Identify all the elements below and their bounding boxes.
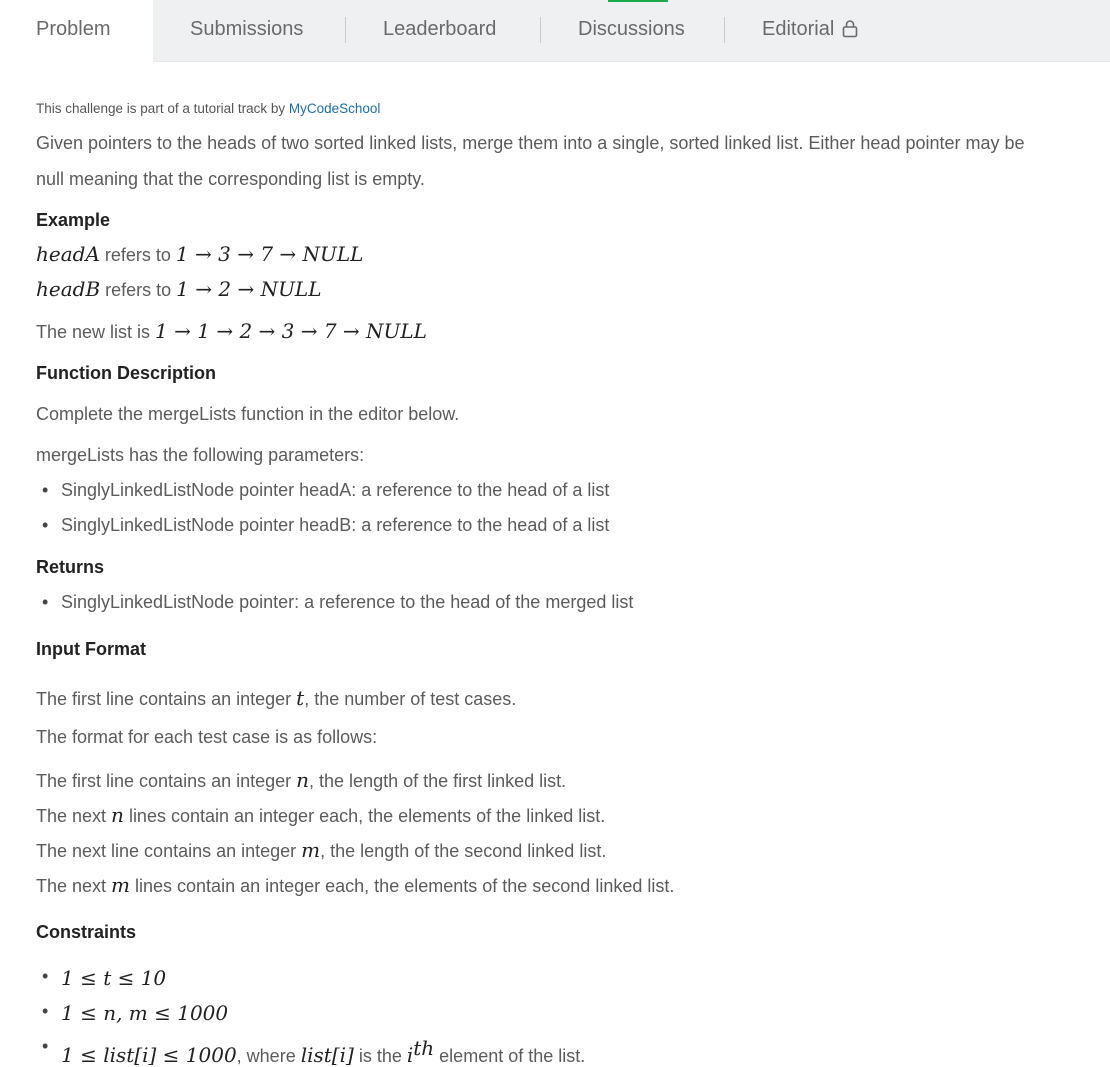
list-item: [36, 1001, 228, 1025]
list-item: [36, 480, 609, 501]
function-description-text: Complete the mergeLists function in the editor below.: [36, 404, 460, 424]
input-text: , the length of the second linked list.: [320, 841, 607, 861]
headb-var: headB: [36, 277, 101, 301]
input-format-line-5: [36, 838, 606, 862]
example-headb: [36, 277, 321, 301]
input-format-line-6: [36, 873, 674, 897]
tab-indicator: [608, 0, 668, 2]
constraint-text: , where: [236, 1046, 301, 1066]
list-item: [36, 515, 609, 536]
tab-divider: [345, 17, 346, 43]
new-list-value: 1 → 1 → 2 → 3 → 7 → NULL: [155, 319, 427, 343]
returns-item: SinglyLinkedListNode pointer: a reference to the head of the merged list: [61, 592, 634, 612]
mycodeschool-link[interactable]: MyCodeSchool: [288, 101, 381, 116]
tab-divider: [724, 17, 725, 43]
refers-to-text: refers to: [100, 280, 177, 300]
input-text: The next: [36, 876, 112, 896]
constraint-n-m: 1 ≤ n, m ≤ 1000: [61, 1001, 229, 1025]
parameters-intro: mergeLists has the following parameters:: [36, 445, 365, 465]
input-text: The next: [36, 806, 112, 826]
constraints-heading: Constraints: [36, 922, 137, 942]
list-item: [36, 592, 633, 613]
list-item: [36, 1036, 585, 1067]
input-format-line-1: [36, 686, 516, 710]
input-text: lines contain an integer each, the elements of the second linked list.: [130, 876, 675, 896]
param-heada: SinglyLinkedListNode pointer headA: a reference to the head of a list: [61, 480, 610, 500]
tab-problem[interactable]: Problem: [36, 18, 111, 40]
description-line-2: null meaning that the corresponding list is empty.: [36, 169, 425, 189]
var-list-i: list[i]: [300, 1043, 354, 1067]
constraint-t: 1 ≤ t ≤ 10: [61, 966, 167, 990]
superscript-th: th: [413, 1036, 435, 1060]
bullet: •: [42, 515, 49, 535]
bullet: •: [42, 592, 49, 612]
description-line-1: Given pointers to the heads of two sorted linked lists, merge them into a single, sorted linked list. Either head pointer may be: [36, 133, 1025, 153]
list-item: [36, 966, 166, 990]
param-headb: SinglyLinkedListNode pointer headB: a reference to the head of a list: [61, 515, 610, 535]
input-format-line-2: The format for each test case is as follows:: [36, 727, 378, 747]
input-text: The first line contains an integer: [36, 771, 297, 791]
constraint-list: [36, 1036, 586, 1067]
tab-divider: [540, 17, 541, 43]
var-m: m: [301, 838, 321, 862]
new-list-prefix: The new list is: [36, 322, 156, 342]
tab-editorial[interactable]: [762, 18, 858, 41]
returns-heading: Returns: [36, 557, 105, 577]
example-heading: Example: [36, 210, 111, 230]
input-text: The first line contains an integer: [36, 689, 297, 709]
input-text: lines contain an integer each, the elements of the linked list.: [123, 806, 606, 826]
tab-leaderboard[interactable]: Leaderboard: [383, 18, 497, 40]
var-t: t: [296, 686, 305, 710]
tab-submissions[interactable]: Submissions: [190, 18, 304, 40]
function-description-heading: Function Description: [36, 363, 216, 383]
heada-var: headA: [36, 242, 100, 266]
bullet: •: [42, 1001, 49, 1021]
bullet: •: [42, 480, 49, 500]
var-i: i: [406, 1043, 414, 1067]
var-m: m: [111, 873, 131, 897]
constraint-text: element of the list.: [434, 1046, 586, 1066]
input-format-line-3: [36, 768, 566, 792]
refers-to-text: refers to: [99, 245, 176, 265]
input-format-heading: Input Format: [36, 639, 146, 659]
input-text: , the length of the first linked list.: [309, 771, 567, 791]
heada-list: 1 → 3 → 7 → NULL: [175, 242, 364, 266]
constraint-text: is the: [353, 1046, 407, 1066]
bullet: •: [42, 966, 49, 986]
bullet: •: [42, 1036, 49, 1056]
tutorial-track-text: This challenge is part of a tutorial track by: [36, 101, 289, 116]
input-format-line-4: [36, 803, 605, 827]
constraint-list-math: 1 ≤ list[i] ≤ 1000: [61, 1043, 237, 1067]
input-text: The next line contains an integer: [36, 841, 302, 861]
tab-bar: [0, 0, 1110, 62]
headb-list: 1 → 2 → NULL: [176, 277, 322, 301]
var-n: n: [111, 803, 124, 827]
tab-discussions[interactable]: Discussions: [578, 18, 685, 40]
input-text: , the number of test cases.: [304, 689, 517, 709]
example-heada: [36, 242, 363, 266]
tab-editorial-label: Editorial: [762, 18, 835, 40]
example-new-list: [36, 319, 427, 343]
lock-icon: [842, 19, 858, 38]
tutorial-track-note: [36, 101, 380, 116]
var-n: n: [296, 768, 310, 792]
